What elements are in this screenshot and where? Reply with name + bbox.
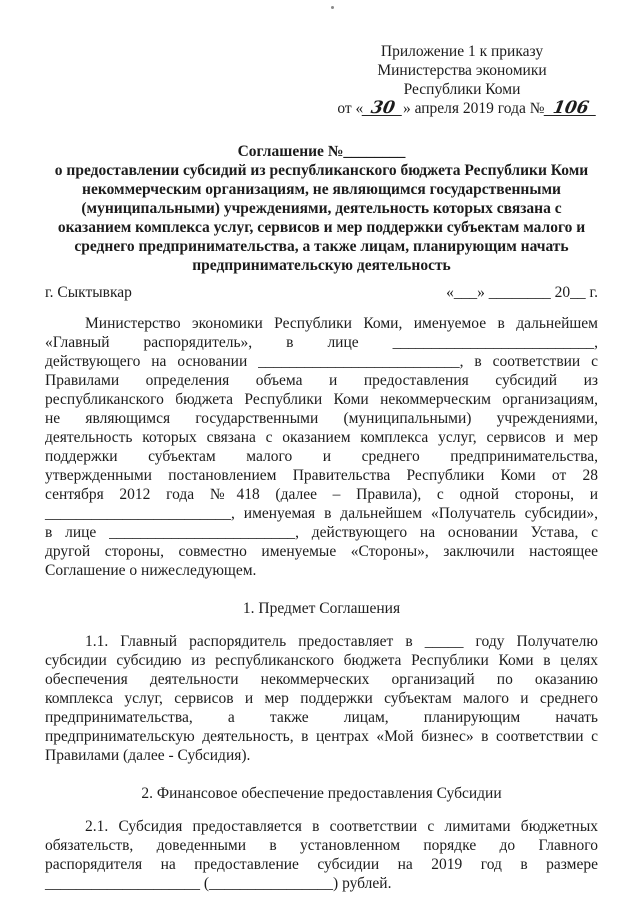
- clause-1-1-paragraph: [45, 632, 598, 765]
- text-line: обязательств, доведенными в установленном порядке до Главного: [45, 837, 598, 854]
- preamble-paragraph: [45, 314, 598, 580]
- order-reference-line-1: Приложение 1 к приказу: [380, 43, 544, 60]
- text-line: Министерство экономики Республики Коми, именуемое в дальнейшем: [85, 315, 598, 332]
- order-date-line: [45, 99, 598, 118]
- scan-artifact-dot: [331, 6, 334, 9]
- agreement-number-line: Соглашение №________: [237, 143, 406, 160]
- text-line: (муниципальными) учреждениями, деятельность которых связана с: [81, 200, 562, 217]
- text-line: 2.1. Субсидия предоставляется в соответствии с лимитами бюджетных: [85, 818, 598, 835]
- text-line: поддержки субъектам малого и среднего предпринимательства,: [45, 448, 598, 465]
- agreement-title-text: [45, 161, 598, 275]
- text-line: обеспечения деятельности некоммерческих организаций по оказанию: [45, 671, 598, 688]
- text-line: сентября 2012 года №418 (далее – Правила), с одной стороны, и: [45, 486, 598, 503]
- text-line: распорядителя на предоставление субсидии на 2019 год в размере: [45, 856, 598, 873]
- text-line: Правилами (далее - Субсидия).: [45, 747, 251, 764]
- text-line: предпринимательскую деятельность: [192, 257, 451, 274]
- order-reference-line-2: Министерства экономики: [377, 62, 547, 79]
- text-line: среднего предпринимательства, а также лицам, планирующим начать: [74, 238, 569, 255]
- handwritten-day: 30: [362, 101, 404, 116]
- text-line: утвержденными постановлением Правительства Республики Коми от 28: [45, 467, 598, 484]
- text-line: «Главный распорядитель», в лице __________________________,: [45, 334, 598, 351]
- text-line: ____________________ (________________) рублей.: [45, 875, 392, 892]
- text-line: в лице ________________________, действующего на основании Устава, с: [45, 524, 598, 541]
- text-line: Правилами определения объема и предоставления субсидий из: [45, 372, 598, 389]
- section-1-heading: 1. Предмет Соглашения: [242, 600, 401, 617]
- text-line: 1.1. Главный распорядитель предоставляет в _____ году Получателю: [85, 633, 598, 650]
- order-date-prefix: от «: [337, 100, 364, 117]
- text-line: республиканского бюджета Республики Коми некоммерческим организациям,: [45, 391, 598, 408]
- section-2-heading: 2. Финансовое обеспечение предоставления Субсидии: [141, 785, 502, 802]
- order-reference-block: [326, 42, 598, 99]
- order-date-middle: » апреля 2019 года №: [402, 100, 545, 117]
- text-line: действующего на основании __________________________, в соответствии с: [45, 353, 598, 370]
- text-line: некоммерческим организациям, не являющимся государственными: [82, 181, 561, 198]
- text-line: предпринимательскую деятельность, в центрах «Мой бизнес» в соответствии с: [45, 728, 598, 745]
- agreement-title-block: [45, 142, 598, 275]
- text-line: другой стороны, совместно именуемые «Стороны», заключили настоящее: [45, 543, 598, 560]
- text-line: предпринимательства, а также лицам, планирующим начать: [45, 709, 598, 726]
- clause-2-1-paragraph: [45, 817, 598, 893]
- text-line: о предоставлении субсидий из республиканского бюджета Республики Коми: [54, 162, 589, 179]
- text-line: Соглашение о нижеследующем.: [45, 562, 257, 579]
- text-line: не являющимся государственными (муниципальными) учреждениями,: [45, 410, 598, 427]
- text-line: комплекса услуг, сервисов и мер поддержки субъектам малого и среднего: [45, 690, 598, 707]
- date-blank: «___» ________ 20__ г.: [446, 284, 598, 301]
- handwritten-order-number: 106: [543, 101, 597, 116]
- order-reference-line-3: Республики Коми: [403, 81, 521, 98]
- place-date-row: [45, 283, 598, 302]
- text-line: субсидии субсидию из республиканского бюджета Республики Коми в целях: [45, 652, 598, 669]
- text-line: деятельность которых связана с оказанием комплекса услуг, сервисов и мер: [45, 429, 598, 446]
- city-label: г. Сыктывкар: [45, 284, 132, 301]
- text-line: ________________________, именуемая в дальнейшем «Получатель субсидии»,: [45, 505, 598, 522]
- text-line: оказанием комплекса услуг, сервисов и мер поддержки субъектам малого и: [57, 219, 586, 236]
